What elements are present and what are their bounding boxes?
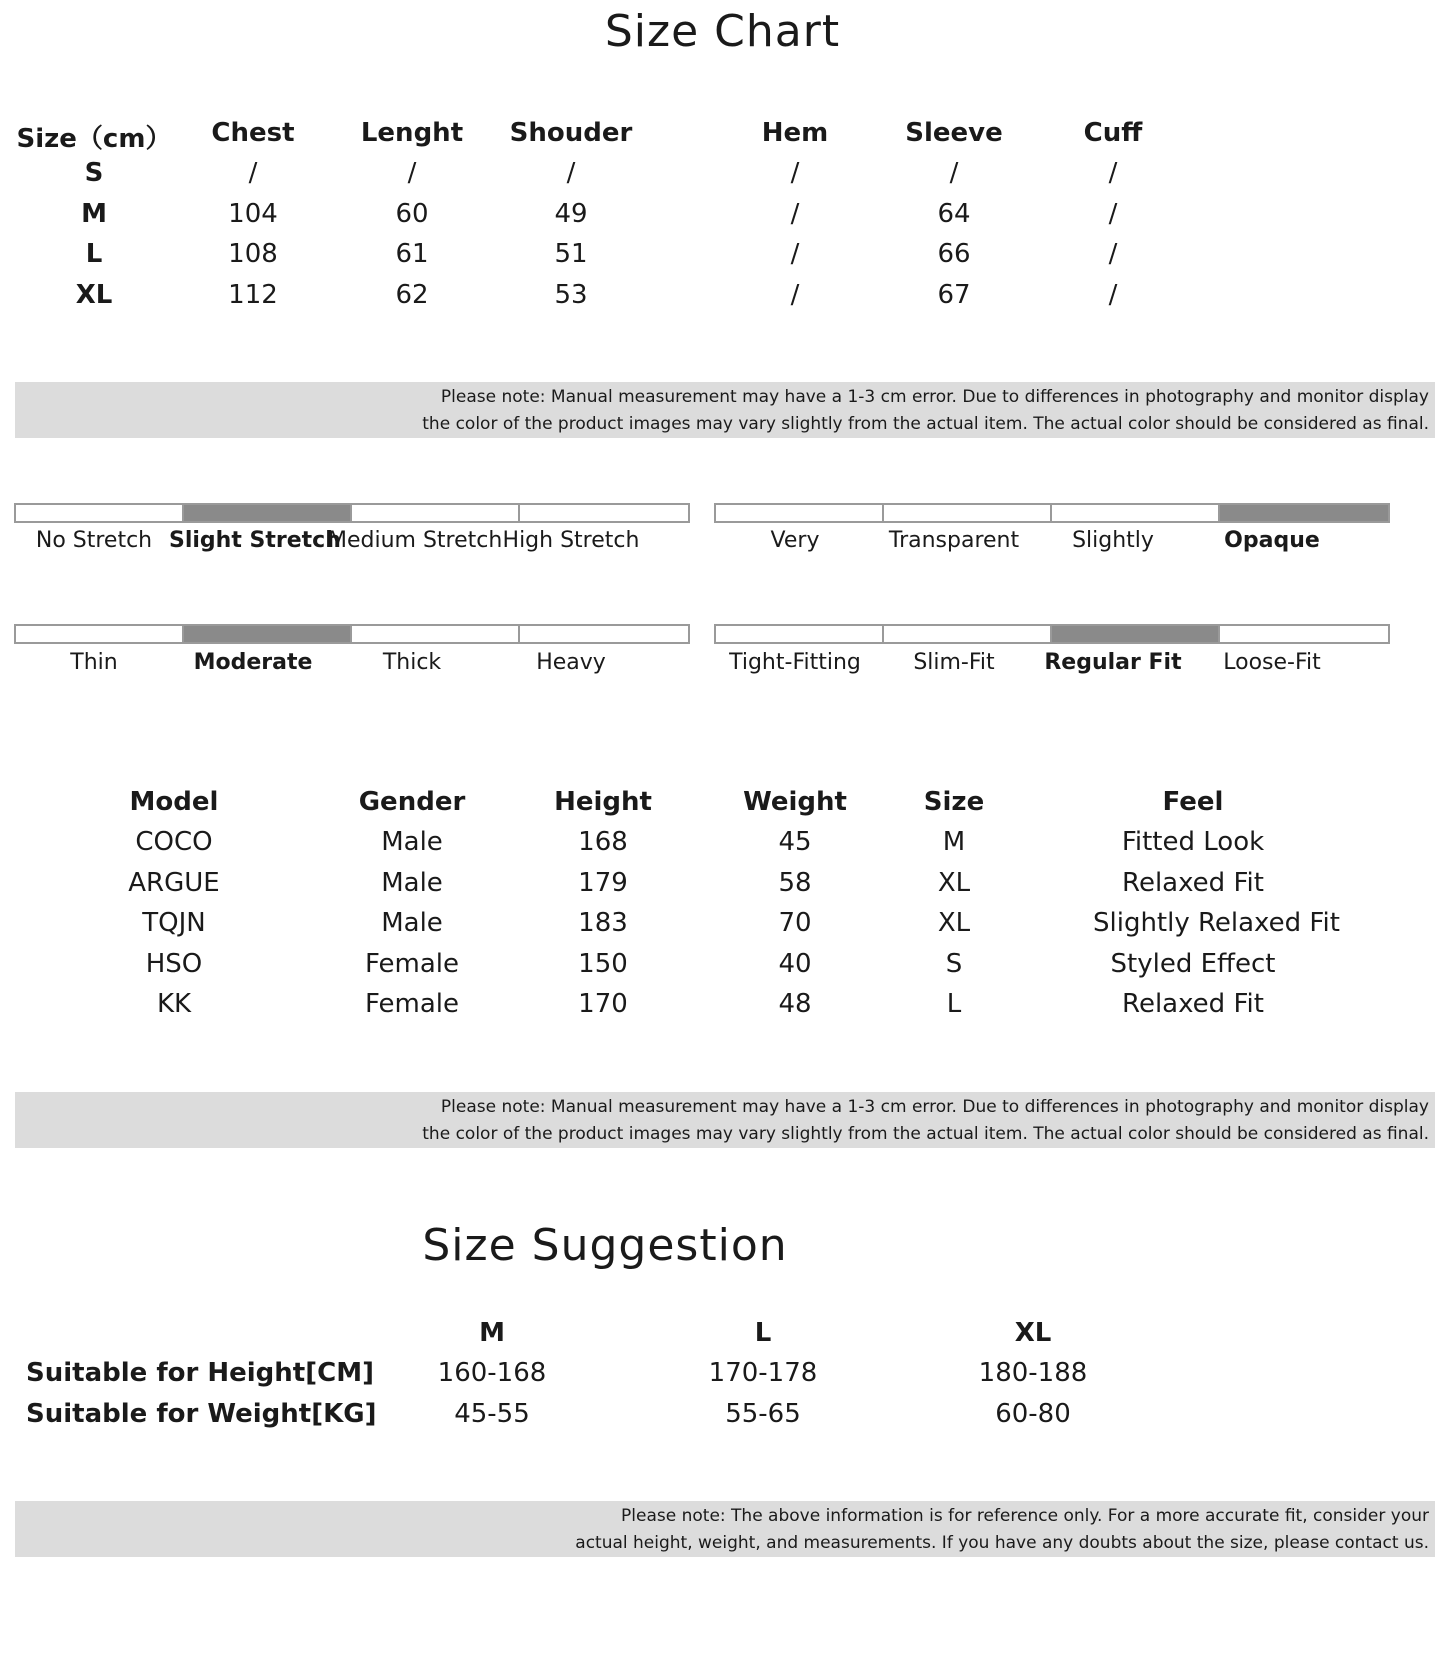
table-row-size: XL bbox=[75, 280, 113, 310]
model-cell: M bbox=[942, 827, 966, 857]
model-cell: 179 bbox=[578, 868, 628, 898]
size-suggestion-title: Size Suggestion bbox=[422, 1220, 788, 1271]
weight-range: 60-80 bbox=[995, 1399, 1071, 1429]
note-line: the color of the product images may vary slightly from the actual item. The actual color should be considered as final. bbox=[422, 414, 1429, 434]
stretch-label-1: Slight Stretch bbox=[169, 528, 341, 553]
chest-header: Chest bbox=[211, 118, 295, 148]
model-cell: ARGUE bbox=[128, 868, 220, 898]
height-range: 160-168 bbox=[437, 1358, 547, 1388]
measurement-note bbox=[15, 1092, 1435, 1148]
model-cell: 45 bbox=[778, 827, 812, 857]
height-row-label: Suitable for Height[CM] bbox=[26, 1358, 374, 1388]
note-line: Please note: Manual measurement may have a 1-3 cm error. Due to differences in photography and monitor display bbox=[440, 1097, 1429, 1117]
model-cell: Male bbox=[381, 868, 443, 898]
table-cell: 53 bbox=[554, 280, 588, 310]
fit-seg-1 bbox=[884, 626, 1052, 642]
table-cell: / bbox=[1108, 158, 1118, 188]
table-cell: / bbox=[790, 158, 800, 188]
opacity-seg-1 bbox=[884, 505, 1052, 521]
size-chart-title: Size Chart bbox=[604, 6, 841, 57]
table-cell: 49 bbox=[554, 199, 588, 229]
table-row-size: L bbox=[85, 239, 103, 269]
fit-label-0: Tight-Fitting bbox=[729, 650, 861, 675]
note-line: the color of the product images may vary slightly from the actual item. The actual color should be considered as final. bbox=[422, 1124, 1429, 1144]
model-cell: Fitted Look bbox=[1121, 827, 1265, 857]
table-cell: 61 bbox=[395, 239, 429, 269]
opacity-label-3: Opaque bbox=[1224, 528, 1320, 553]
opacity-label-2: Slightly bbox=[1072, 528, 1154, 553]
model-cell: 168 bbox=[578, 827, 628, 857]
opacity-seg-2 bbox=[1052, 505, 1220, 521]
height-range: 180-188 bbox=[978, 1358, 1088, 1388]
table-row-size: M bbox=[81, 199, 107, 229]
fit-scale bbox=[714, 624, 1390, 644]
table-cell: 64 bbox=[937, 199, 971, 229]
suggestion-size: XL bbox=[1014, 1318, 1052, 1348]
fit-seg-3 bbox=[1220, 626, 1388, 642]
model-cell: Relaxed Fit bbox=[1122, 868, 1264, 898]
measurement-note bbox=[15, 382, 1435, 438]
model-cell: 40 bbox=[778, 949, 812, 979]
fit-label-2: Regular Fit bbox=[1044, 650, 1182, 675]
feel-header: Feel bbox=[1162, 787, 1224, 817]
reference-note bbox=[15, 1501, 1435, 1557]
model-cell: Slightly Relaxed Fit bbox=[1093, 908, 1340, 938]
height-range: 170-178 bbox=[708, 1358, 818, 1388]
model-cell: HSO bbox=[145, 949, 203, 979]
fit-seg-0 bbox=[716, 626, 884, 642]
model-header: Model bbox=[129, 787, 219, 817]
length-header: Lenght bbox=[360, 118, 464, 148]
thickness-label-0: Thin bbox=[70, 650, 118, 675]
fit-seg-2 bbox=[1052, 626, 1220, 642]
model-cell: Relaxed Fit bbox=[1122, 989, 1264, 1019]
model-cell: Female bbox=[364, 989, 459, 1019]
thickness-label-1: Moderate bbox=[193, 650, 313, 675]
height-header: Height bbox=[554, 787, 652, 817]
model-cell: 150 bbox=[578, 949, 628, 979]
thickness-seg-0 bbox=[16, 626, 184, 642]
thickness-seg-1 bbox=[184, 626, 352, 642]
model-cell: 183 bbox=[578, 908, 628, 938]
sleeve-header: Sleeve bbox=[905, 118, 1003, 148]
table-cell: / bbox=[407, 158, 417, 188]
suggestion-size: L bbox=[754, 1318, 772, 1348]
model-cell: COCO bbox=[135, 827, 213, 857]
fit-label-1: Slim-Fit bbox=[913, 650, 995, 675]
weight-range: 45-55 bbox=[454, 1399, 530, 1429]
table-cell: 67 bbox=[937, 280, 971, 310]
weight-row-label: Suitable for Weight[KG] bbox=[26, 1399, 377, 1429]
model-cell: Male bbox=[381, 827, 443, 857]
stretch-label-0: No Stretch bbox=[35, 528, 153, 553]
opacity-seg-0 bbox=[716, 505, 884, 521]
table-cell: 104 bbox=[228, 199, 278, 229]
size-header: Size（cm） bbox=[16, 124, 172, 154]
table-cell: / bbox=[790, 199, 800, 229]
cuff-header: Cuff bbox=[1083, 118, 1143, 148]
table-row-size: S bbox=[84, 158, 104, 188]
stretch-seg-3 bbox=[520, 505, 688, 521]
table-cell: / bbox=[248, 158, 258, 188]
table-cell: 51 bbox=[554, 239, 588, 269]
hem-header: Hem bbox=[761, 118, 829, 148]
gender-header: Gender bbox=[358, 787, 466, 817]
opacity-label-0: Very bbox=[770, 528, 820, 553]
stretch-label-3: High Stretch bbox=[502, 528, 640, 553]
weight-range: 55-65 bbox=[725, 1399, 801, 1429]
opacity-seg-3 bbox=[1220, 505, 1388, 521]
table-cell: / bbox=[790, 239, 800, 269]
model-cell: 70 bbox=[778, 908, 812, 938]
thickness-seg-3 bbox=[520, 626, 688, 642]
stretch-label-2: Medium Stretch bbox=[328, 528, 503, 553]
thickness-label-3: Heavy bbox=[536, 650, 606, 675]
opacity-label-1: Transparent bbox=[888, 528, 1020, 553]
model-cell: 48 bbox=[778, 989, 812, 1019]
thickness-label-2: Thick bbox=[382, 650, 442, 675]
note-line: Please note: Manual measurement may have a 1-3 cm error. Due to differences in photography and monitor display bbox=[440, 387, 1429, 407]
model-cell: S bbox=[945, 949, 963, 979]
model-cell: XL bbox=[937, 908, 971, 938]
table-cell: 60 bbox=[395, 199, 429, 229]
table-cell: 108 bbox=[228, 239, 278, 269]
model-cell: KK bbox=[156, 989, 192, 1019]
table-cell: / bbox=[1108, 199, 1118, 229]
table-cell: 112 bbox=[228, 280, 278, 310]
table-cell: / bbox=[566, 158, 576, 188]
table-cell: 66 bbox=[937, 239, 971, 269]
note-line: Please note: The above information is for reference only. For a more accurate fit, consider your bbox=[621, 1506, 1429, 1526]
table-cell: / bbox=[1108, 239, 1118, 269]
stretch-seg-1 bbox=[184, 505, 352, 521]
weight-header: Weight bbox=[743, 787, 847, 817]
model-cell: Male bbox=[381, 908, 443, 938]
model-cell: Styled Effect bbox=[1110, 949, 1276, 979]
table-cell: / bbox=[1108, 280, 1118, 310]
note-line: actual height, weight, and measurements. If you have any doubts about the size, please contact us. bbox=[575, 1533, 1429, 1553]
thickness-scale bbox=[14, 624, 690, 644]
stretch-scale bbox=[14, 503, 690, 523]
model-cell: 170 bbox=[578, 989, 628, 1019]
model-cell: Female bbox=[364, 949, 459, 979]
model-cell: XL bbox=[937, 868, 971, 898]
fit-label-3: Loose-Fit bbox=[1223, 650, 1321, 675]
thickness-seg-2 bbox=[352, 626, 520, 642]
model-cell: 58 bbox=[778, 868, 812, 898]
stretch-seg-2 bbox=[352, 505, 520, 521]
stretch-seg-0 bbox=[16, 505, 184, 521]
table-cell: / bbox=[949, 158, 959, 188]
table-cell: / bbox=[790, 280, 800, 310]
shoulder-header: Shouder bbox=[509, 118, 633, 148]
suggestion-size: M bbox=[479, 1318, 505, 1348]
opacity-scale bbox=[714, 503, 1390, 523]
table-cell: 62 bbox=[395, 280, 429, 310]
model-cell: TQJN bbox=[142, 908, 206, 938]
model-size-header: Size bbox=[923, 787, 985, 817]
model-cell: L bbox=[946, 989, 962, 1019]
